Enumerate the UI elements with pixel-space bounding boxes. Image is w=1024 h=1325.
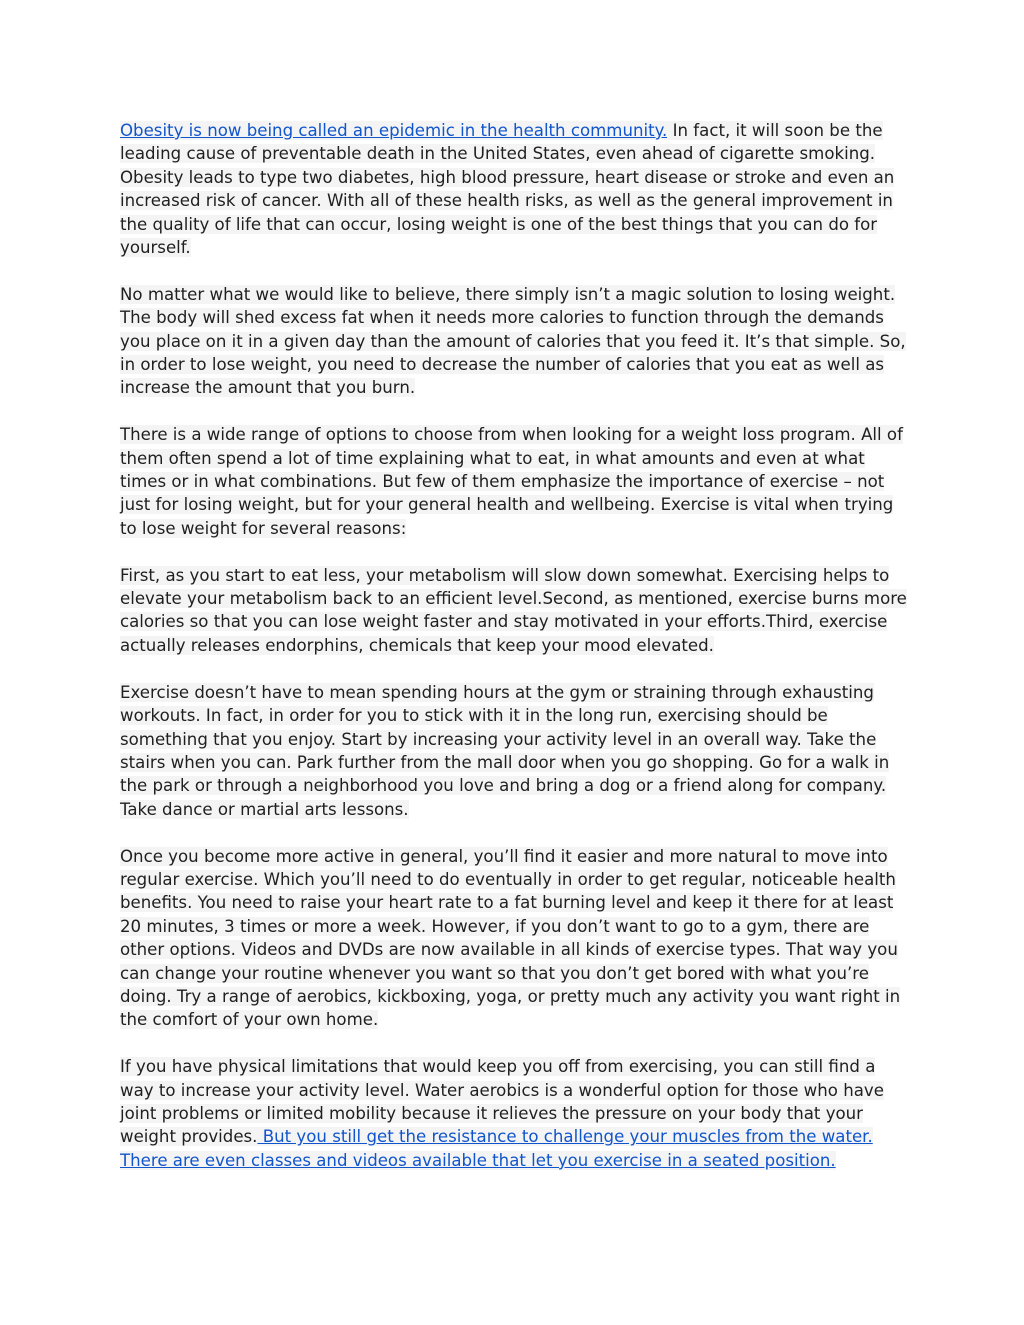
paragraph-text: First, as you start to eat less, your metabolism will slow down somewhat. Exercising helps to elevate your metabolism back to an efficient level.Second, as mentioned, exercise burns more calories so that you can lose weight faster and stay motivated in your efforts.Third, exercise actually releases endorphins, chemicals that keep your mood elevated.	[120, 565, 907, 655]
paragraph-text: No matter what we would like to believe, there simply isn’t a magic solution to losing weight. The body will shed excess fat when it needs more calories to function through the demands you place on it in a given day than the amount of calories that you feed it. It’s that simple. So, in order to lose weight, you need to decrease the number of calories that you eat as well as increase the amount that you burn.	[120, 284, 906, 398]
paragraph-physical-limitations	[120, 1055, 910, 1172]
paragraph-regular-exercise	[120, 845, 910, 1032]
paragraph-text: Exercise doesn’t have to mean spending hours at the gym or straining through exhausting workouts. In fact, in order for you to stick with it in the long run, exercising should be something that you enjoy. Start by increasing your activity level in an overall way. Take the stairs when you can. Park further from the mall door when you go shopping. Go for a walk in the park or through a neighborhood you love and bring a dog or a friend along for company. Take dance or martial arts lessons.	[120, 682, 890, 819]
paragraph-text: In fact, it will soon be the leading cause of preventable death in the United States, even ahead of cigarette smoking. Obesity leads to type two diabetes, high blood pressure, heart disease or stroke and even an increased risk of cancer. With all of these health risks, as well as the general improvement in the quality of life that can occur, losing weight is one of the best things that you can do for yourself.	[120, 121, 895, 258]
paragraph-weight-loss-programs	[120, 423, 910, 540]
link-water-resistance[interactable]: But you still get the resistance to challenge your muscles from the water. There are even classes and videos available that let you exercise in a seated position.	[120, 1127, 873, 1170]
paragraph-exercise-reasons	[120, 564, 910, 658]
paragraph-obesity-epidemic	[120, 119, 910, 259]
link-obesity-epidemic[interactable]: Obesity is now being called an epidemic in the health community.	[120, 121, 668, 140]
document-body	[120, 119, 910, 1196]
paragraph-enjoyable-exercise	[120, 681, 910, 821]
paragraph-text: If you have physical limitations that would keep you off from exercising, you can still find a way to increase your activity level. Water aerobics is a wonderful option for those who have joint problems or limited mobility because it relieves the pressure on your body that your weight provides.	[120, 1057, 884, 1147]
paragraph-text: There is a wide range of options to choose from when looking for a weight loss program. All of them often spend a lot of time explaining what to eat, in what amounts and even at what times or in what combinations. But few of them emphasize the importance of exercise – not just for losing weight, but for your general health and wellbeing. Exercise is vital when trying to lose weight for several reasons:	[120, 425, 903, 538]
paragraph-no-magic-solution	[120, 283, 910, 400]
paragraph-text: Once you become more active in general, you’ll find it easier and more natural to move into regular exercise. Which you’ll need to do eventually in order to get regular, noticeable health benefits. You need to raise your heart rate to a fat burning level and keep it there for at least 20 minutes, 3 times or more a week. However, if you don’t want to go to a gym, there are other options. Videos and DVDs are now available in all kinds of exercise types. That way you can change your routine whenever you want so that you don’t get bored with what you’re doing. Try a range of aerobics, kickboxing, yoga, or pretty much any activity you want right in the comfort of your own home.	[120, 846, 901, 1030]
